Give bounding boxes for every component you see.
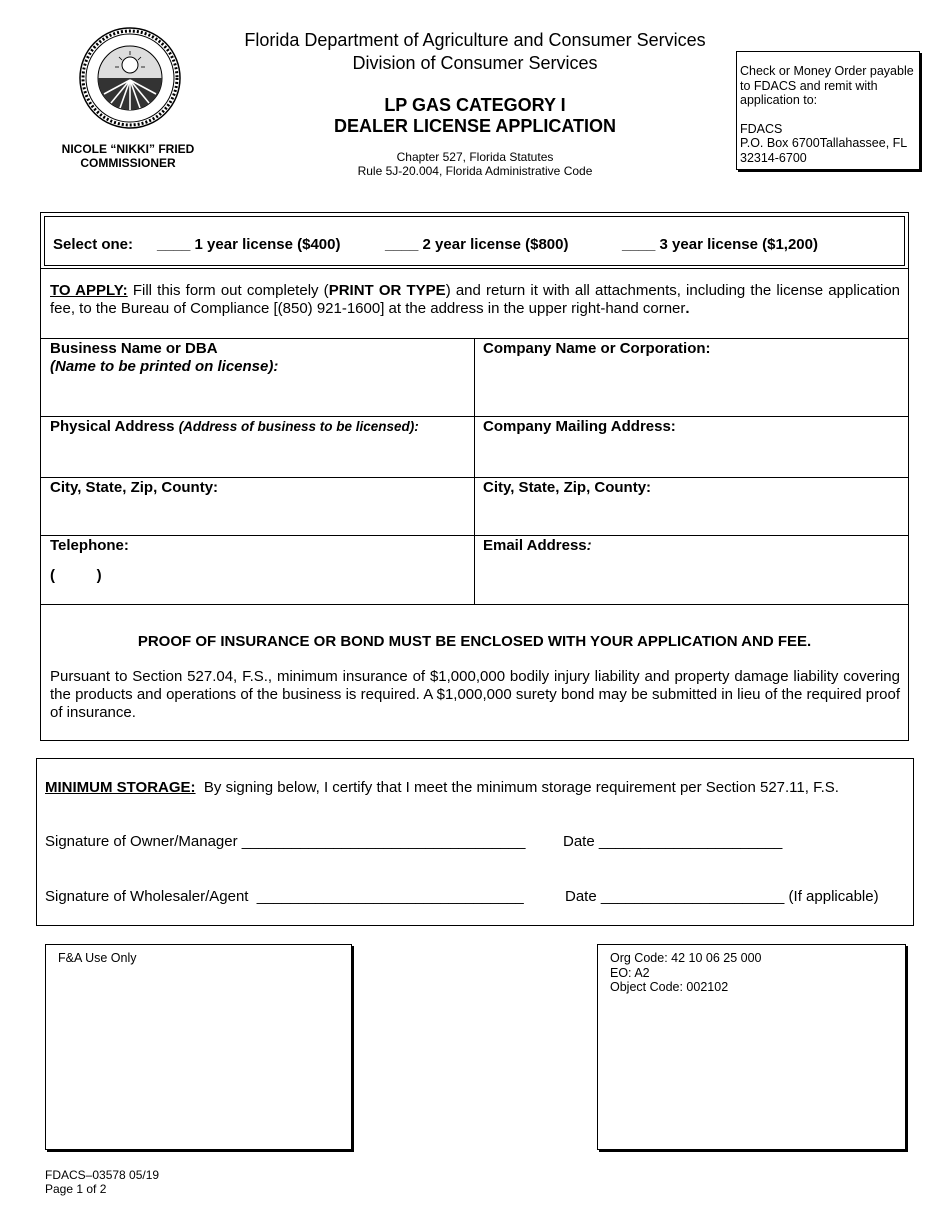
statute-chapter: Chapter 527, Florida Statutes (396, 150, 554, 164)
remit-instructions: Check or Money Order payable to FDACS and remit with application to: (740, 64, 914, 107)
remit-address-line2: 32314-6700 (740, 150, 807, 165)
business-name-note: (Name to be printed on license): (50, 358, 279, 375)
form-title-line2: DEALER LICENSE APPLICATION (333, 116, 616, 136)
fa-use-only-label: F&A Use Only (58, 951, 137, 965)
physical-address-label: Physical Address (50, 418, 175, 435)
company-name-field[interactable] (483, 340, 711, 358)
option-1-year[interactable]: ____ 1 year license ($400) (157, 236, 341, 253)
form-title-line1: LP GAS CATEGORY I (384, 95, 566, 115)
remit-org: FDACS (740, 121, 783, 136)
agency-header (210, 29, 740, 75)
minimum-storage-section (36, 758, 914, 926)
apply-instructions (50, 282, 900, 318)
physical-address-note: (Address of business to be licensed): (178, 419, 419, 434)
storage-text: By signing below, I certify that I meet the minimum storage requirement per Section 527.11, F.S. (195, 779, 839, 796)
apply-text-bold: PRINT OR TYPE (328, 282, 446, 299)
commissioner-block (48, 142, 208, 170)
apply-text-1: Fill this form out completely ( (127, 282, 329, 299)
option-2-year[interactable]: ____ 2 year license ($800) (385, 236, 569, 253)
city-state-zip-right-field[interactable] (483, 479, 651, 497)
email-field[interactable] (483, 537, 592, 555)
eo-code: EO: A2 (610, 965, 650, 980)
page-number: Page 1 of 2 (45, 1182, 107, 1196)
remit-address-line1: P.O. Box 6700Tallahassee, FL (740, 136, 908, 150)
storage-statement (45, 779, 839, 796)
agency-name: Florida Department of Agriculture and Consumer Services (244, 30, 706, 50)
city-state-zip-left-label: City, State, Zip, County: (50, 479, 219, 496)
org-code: Org Code: 42 10 06 25 000 (610, 951, 762, 965)
license-term-selector (44, 216, 905, 266)
email-label: Email Address (483, 537, 587, 554)
mailing-address-label: Company Mailing Address: (483, 418, 676, 435)
select-one-label: Select one: (53, 236, 134, 253)
commissioner-title: COMMISSIONER (80, 156, 176, 170)
insurance-body: Pursuant to Section 527.04, F.S., minimum insurance of $1,000,000 bodily injury liability and property damage liability covering the products and operations of the business is required. A $1,000,000 surety bond may be submitted in lieu of the required proof of insurance. (50, 668, 900, 721)
telephone-area-code: ( ) (50, 567, 102, 584)
apply-text-2: ) and return it with all attachments, including the license application fee, to the Bureau of Compliance [(850) 921-1600] at the address in the upper right-hand corner (50, 282, 901, 317)
business-name-label: Business Name or DBA (50, 340, 218, 357)
insurance-heading: PROOF OF INSURANCE OR BOND MUST BE ENCLOSED WITH YOUR APPLICATION AND FEE. (137, 633, 812, 650)
telephone-field[interactable] (50, 537, 129, 585)
form-number: FDACS–03578 05/19 (45, 1168, 160, 1182)
commissioner-name: NICOLE “NIKKI” FRIED (61, 142, 195, 156)
object-code: Object Code: 002102 (610, 980, 729, 994)
apply-period: . (685, 300, 690, 317)
apply-label: TO APPLY: (50, 282, 128, 299)
wholesaler-date-line[interactable]: Date ______________________ (If applicable) (565, 888, 879, 905)
company-name-label: Company Name or Corporation: (483, 340, 711, 357)
division-name: Division of Consumer Services (352, 53, 598, 73)
mailing-address-field[interactable] (483, 418, 676, 436)
statute-rule: Rule 5J-20.004, Florida Administrative Code (357, 164, 593, 178)
page-footer (45, 1168, 159, 1196)
remit-address-box (736, 51, 920, 170)
storage-label: MINIMUM STORAGE: (45, 779, 196, 796)
owner-date-line[interactable]: Date ______________________ (563, 833, 783, 850)
statute-reference (280, 150, 670, 178)
owner-signature-line[interactable]: Signature of Owner/Manager __________________________________ (45, 833, 526, 850)
telephone-label: Telephone: (50, 537, 129, 554)
business-name-field[interactable] (50, 340, 278, 376)
physical-address-field[interactable] (50, 418, 419, 436)
org-code-box (597, 944, 906, 1150)
city-state-zip-right-label: City, State, Zip, County: (483, 479, 652, 496)
department-seal-icon (79, 27, 181, 129)
fa-use-only-box (45, 944, 352, 1150)
application-form (40, 212, 909, 741)
city-state-zip-left-field[interactable] (50, 479, 218, 497)
email-colon: : (586, 537, 592, 554)
option-3-year[interactable]: ____ 3 year license ($1,200) (622, 236, 818, 253)
wholesaler-signature-line[interactable]: Signature of Wholesaler/Agent ________________________________ (45, 888, 524, 905)
form-title (240, 95, 710, 137)
